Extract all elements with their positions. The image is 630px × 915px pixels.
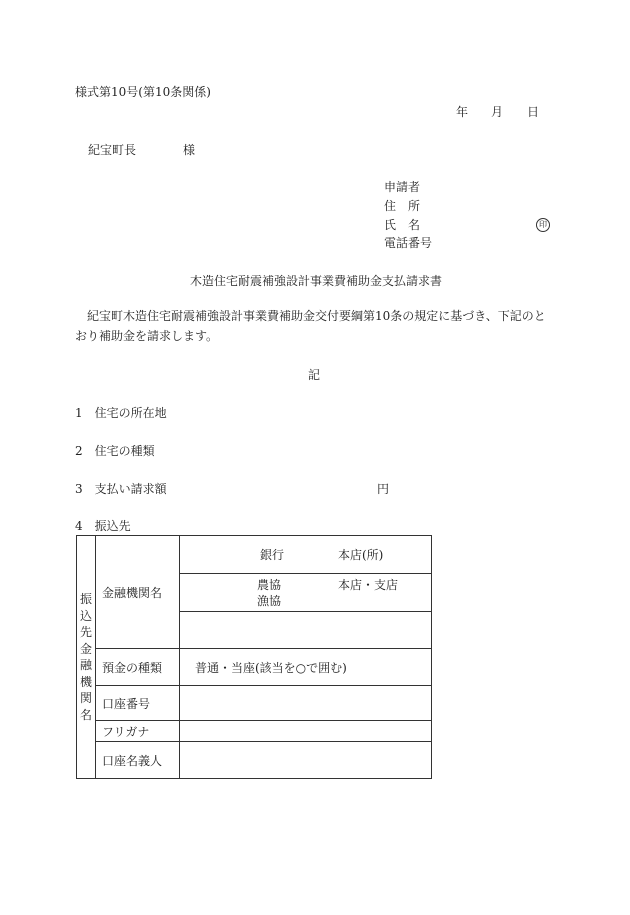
item-transfer: 4 振込先 — [75, 519, 131, 533]
body-text: 紀宝町木造住宅耐震補強設計事業費補助金交付要綱第10条の規定に基づき、下記のとおり補助金を請求します。 — [75, 309, 546, 343]
applicant-label: 申請者 — [384, 180, 421, 194]
institution-coop-cell[interactable] — [180, 574, 432, 612]
deposit-type-label: 預金の種類 — [96, 649, 180, 686]
gyokyo-label: 漁協 — [257, 594, 282, 608]
bank-vertical-label: 振 込 先 金 融 機 関 名 — [77, 536, 96, 779]
seal-icon: 印 — [536, 218, 550, 232]
main-branch-label: 本店(所) — [338, 548, 384, 562]
ki-label: 記 — [308, 368, 321, 382]
date-year: 年 — [456, 105, 469, 119]
account-holder-label: 口座名義人 — [96, 742, 180, 779]
item-house-type: 2 住宅の種類 — [75, 444, 155, 458]
addressee-honorific: 様 — [183, 143, 196, 157]
form-number: 様式第10号(第10条関係) — [75, 85, 211, 99]
bank-table — [76, 535, 432, 779]
branch-name-cell[interactable] — [180, 612, 432, 649]
main-or-branch-label: 本店・支店 — [338, 578, 399, 592]
account-number-field[interactable] — [180, 686, 432, 721]
institution-label: 金融機関名 — [96, 536, 180, 649]
furigana-field[interactable] — [180, 721, 432, 742]
account-holder-field[interactable] — [180, 742, 432, 779]
date-month: 月 — [491, 105, 504, 119]
date-day: 日 — [527, 105, 540, 119]
seal-mark — [536, 217, 550, 232]
applicant-address-label: 住 所 — [384, 199, 421, 213]
document-title: 木造住宅耐震補強設計事業費補助金支払請求書 — [190, 274, 443, 288]
furigana-label: フリガナ — [96, 721, 180, 742]
addressee-name: 紀宝町長 — [88, 143, 137, 157]
item-address: 1 住宅の所在地 — [75, 406, 167, 420]
deposit-type-value[interactable]: 普通・当座(該当を○で囲む) — [180, 649, 432, 686]
yen-unit: 円 — [377, 482, 390, 496]
item-amount: 3 支払い請求額 — [75, 482, 167, 496]
applicant-name-label: 氏 名 — [384, 218, 421, 232]
institution-bank-cell[interactable] — [180, 536, 432, 574]
bank-label: 銀行 — [260, 548, 285, 562]
applicant-phone-label: 電話番号 — [384, 236, 433, 250]
nokyo-label: 農協 — [257, 578, 282, 592]
account-number-label: 口座番号 — [96, 686, 180, 721]
